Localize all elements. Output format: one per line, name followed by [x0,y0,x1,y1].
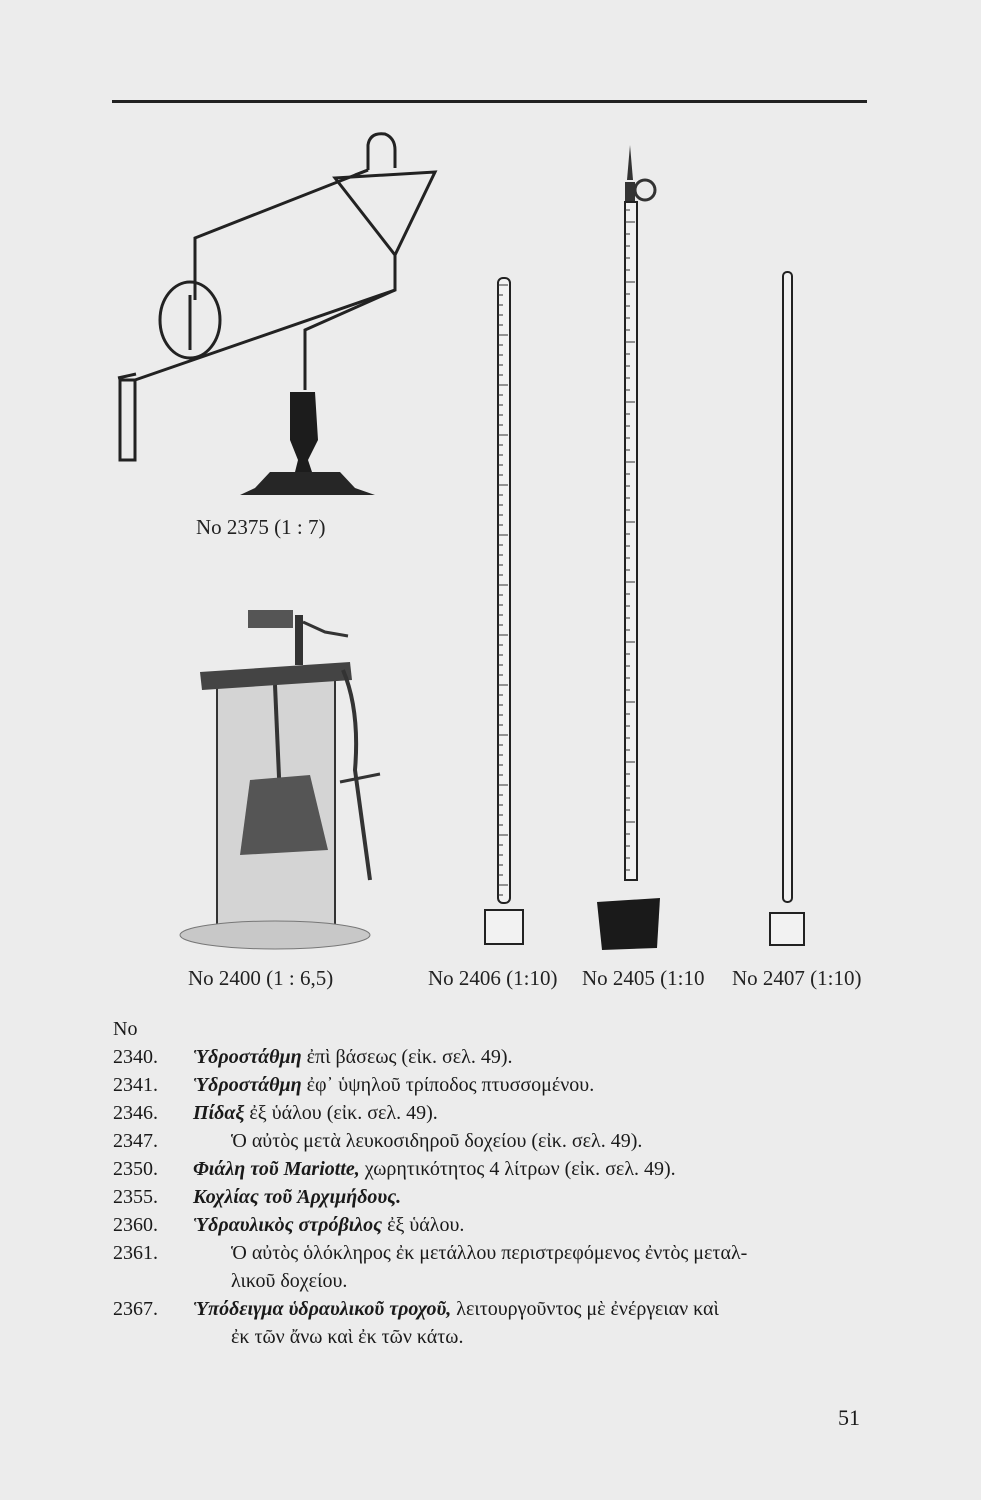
water-level-illustration [118,134,435,460]
item-description: ἐφ᾽ ὑψηλοῦ τρίποδος πτυσσομένου. [301,1074,595,1096]
item-text [193,1295,873,1323]
list-item [113,1183,873,1211]
caption-2406: No 2406 (1:10) [428,966,558,990]
item-number: 2361. [113,1242,158,1264]
item-description: ἐκ τῶν ἄνω καὶ ἐκ τῶν κάτω. [231,1326,464,1348]
item-title: Ὑδροστάθμη [193,1074,302,1096]
list-item [113,1267,873,1295]
item-list [113,1015,873,1351]
list-item [113,1323,873,1351]
item-text [193,1127,873,1155]
item-number: 2341. [113,1074,158,1096]
list-item [113,1043,873,1071]
plain-tube-2407 [770,272,804,945]
item-number [113,1267,193,1295]
stand-column [290,392,318,472]
list-item [113,1071,873,1099]
item-title: Φιάλη τοῦ Mariotte, [193,1158,360,1180]
item-title: Κοχλίας τοῦ Ἀρχιμήδους. [193,1186,402,1208]
list-item [113,1211,873,1239]
item-description: λικοῦ δοχείου. [231,1270,348,1292]
item-text [193,1267,873,1295]
list-item [113,1099,873,1127]
item-title: Ὑδροστάθμη [193,1046,302,1068]
item-text [193,1211,873,1239]
item-number: 2347. [113,1130,158,1152]
item-number: 2340. [113,1046,158,1068]
item-text [193,1155,873,1183]
item-description: χωρητικότητος 4 λίτρων (εἰκ. σελ. 49). [359,1158,676,1180]
item-title: Πίδαξ [193,1102,245,1124]
caption-2407: No 2407 (1:10) [732,966,862,990]
graduated-tube-2406 [485,278,523,944]
item-text [193,1239,873,1267]
item-description: Ὁ αὐτὸς μετὰ λευκοσιδηροῦ δοχείου (εἰκ. σελ. 49). [231,1130,643,1152]
item-title: Ὑδραυλικὸς στρόβιλος [193,1214,383,1236]
caption-2405: No 2405 (1:10 [582,966,705,990]
item-text [193,1043,873,1071]
item-description: ἐξ ὑάλου. [382,1214,465,1236]
item-text [193,1183,873,1211]
list-item [113,1295,873,1323]
item-description: λειτουργοῦντος μὲ ἐνέργειαν καὶ [451,1298,719,1320]
item-text [193,1323,873,1351]
item-number: 2360. [113,1214,158,1236]
mariotte-bottle-illustration [180,610,380,949]
item-number: 2350. [113,1158,158,1180]
item-number: 2355. [113,1186,158,1208]
item-text [193,1099,873,1127]
item-number: 2367. [113,1298,158,1320]
item-description: Ὁ αὐτὸς ὁλόκληρος ἐκ μετάλλου περιστρεφόμενος ἐντὸς μεταλ- [231,1242,748,1264]
item-title: Ὑπόδειγμα ὑδραυλικοῦ τροχοῦ, [193,1298,452,1320]
caption-2375: No 2375 (1 : 7) [196,515,326,539]
graduated-rod-2405 [597,145,660,950]
item-description: ἐπὶ βάσεως (εἰκ. σελ. 49). [301,1046,513,1068]
list-item [113,1155,873,1183]
item-number: 2346. [113,1102,158,1124]
instrument-illustrations [100,110,880,970]
top-rule [112,100,867,103]
list-item [113,1127,873,1155]
item-description: ἐξ ὑάλου (εἰκ. σελ. 49). [244,1102,438,1124]
item-number [113,1323,193,1351]
entries-container [113,1043,873,1351]
list-item [113,1239,873,1267]
item-text [193,1071,873,1099]
page-number: 51 [838,1405,860,1430]
stand-base [240,472,375,495]
caption-2400: No 2400 (1 : 6,5) [188,966,334,990]
list-header: No [113,1018,138,1040]
